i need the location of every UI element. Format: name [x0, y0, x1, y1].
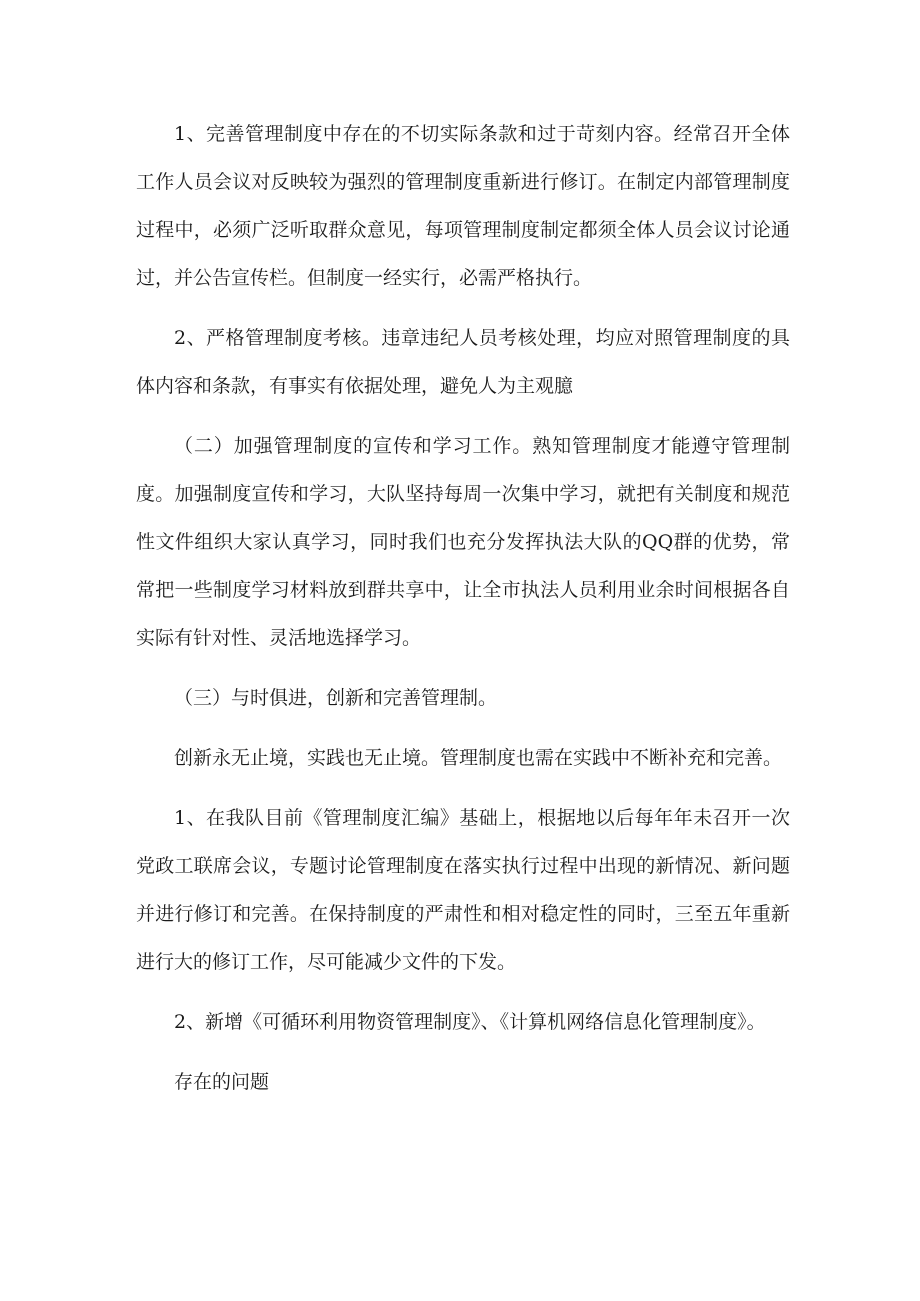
paragraph-7: 2、新增《可循环利用物资管理制度》、《计算机网络信息化管理制度》。 [174, 1011, 766, 1033]
paragraph-5: 创新永无止境，实践也无止境。管理制度也需在实践中不断补充和完善。 [174, 747, 783, 769]
paragraph-3: （二）加强管理制度的宣传和学习工作。熟知管理制度才能遵守管理制度。加强制度宣传和学习，大队坚持每周一次集中学习，就把有关制度和规范性文件组织大家认真学习，同时我们也充分发挥执法大队的QQ群的优势，常常把一些制度学习材料放到群共享中，让全市执法人员利用业余时间根据各自实际有针对性、灵活地选择学习。 [136, 435, 790, 649]
paragraph-6: 1、在我队目前《管理制度汇编》基础上，根据地以后每年年未召开一次党政工联席会议，专题讨论管理制度在落实执行过程中出现的新情况、新问题并进行修订和完善。在保持制度的严肃性和相对稳定性的同时，三至五年重新进行大的修订工作，尽可能减少文件的下发。 [136, 807, 790, 973]
paragraph-4: （三）与时俱进，创新和完善管理制。 [174, 687, 498, 709]
document-body [136, 110, 790, 1118]
paragraph-1: 1、完善管理制度中存在的不切实际条款和过于苛刻内容。经常召开全体工作人员会议对反映较为强烈的管理制度重新进行修订。在制定内部管理制度过程中，必须广泛听取群众意见，每项管理制度制定都须全体人员会议讨论通过，并公告宣传栏。但制度一经实行，必需严格执行。 [136, 123, 790, 289]
section-heading: 存在的问题 [174, 1071, 270, 1093]
paragraph-2: 2、严格管理制度考核。违章违纪人员考核处理，均应对照管理制度的具体内容和条款，有事实有依据处理，避免人为主观臆 [136, 327, 790, 397]
